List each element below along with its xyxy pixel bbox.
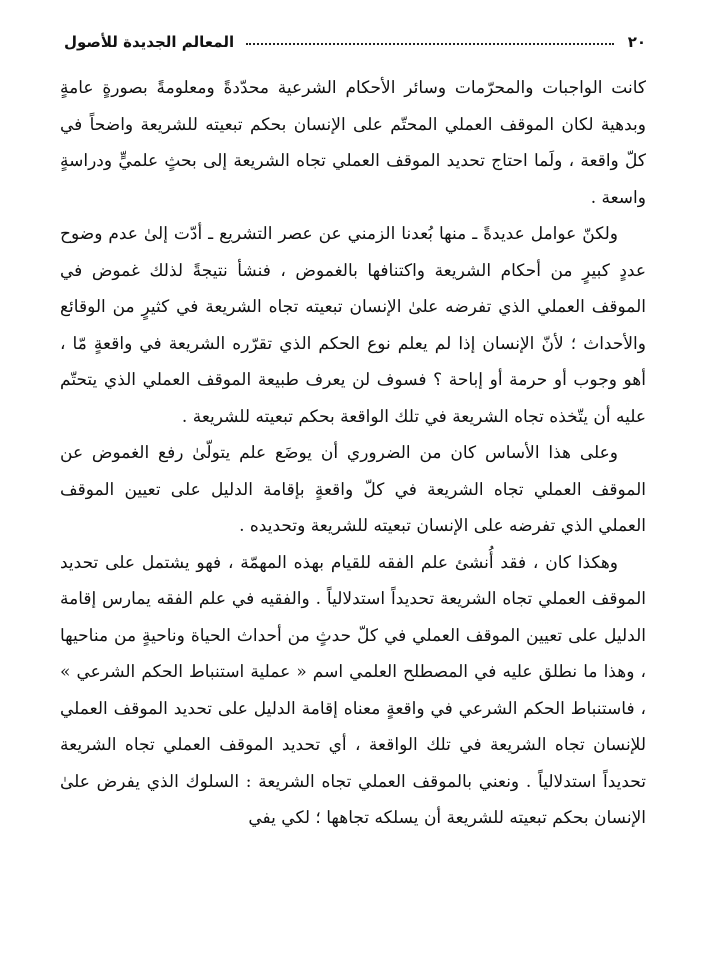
running-header [64,30,646,54]
page-number: ٢٠ [627,33,646,51]
running-title: المعالم الجديدة للأصول [64,33,235,51]
paragraph-3: وعلى هذا الأساس كان من الضروري أن يوضَع علم يتولّىٰ رفع الغموض عن الموقف العملي تجاه الشريعة في كلّ واقعةٍ بإقامة الدليل على تعيين الموقف العملي الذي تفرضه على الإنسان تبعيته للشريعة وتحديده . [60,443,646,536]
paragraph-4: وهكذا كان ، فقد أُنشئ علم الفقه للقيام بهذه المهمّة ، فهو يشتمل على تحديد الموقف العملي تجاه الشريعة تحديداً استدلالياً . والفقيه في علم الفقه يمارس إقامة الدليل على تعيين الموقف العملي في كلّ حدثٍ من أحداث الحياة وناحيةٍ من مناحيها ، وهذا ما نطلق عليه في المصطلح العلمي اسم « عملية استنباط الحكم الشرعي » ، فاستنباط الحكم الشرعي في واقعةٍ معناه إقامة الدليل على تحديد الموقف العملي للإنسان تجاه الشريعة في تلك الواقعة ، أي تحديد الموقف العملي تجاه الشريعة تحديداً استدلالياً . ونعني بالموقف العملي تجاه الشريعة : السلوك الذي يفرض علىٰ الإنسان بحكم تبعيته للشريعة أن يسلكه تجاهها ؛ لكي يفي [60,552,646,828]
leader-dots [246,33,614,45]
paragraph-2: ولكنّ عوامل عديدةً ـ منها بُعدنا الزمني عن عصر التشريع ـ أدّت إلىٰ عدم وضوح عددٍ كبيرٍ من أحكام الشريعة واكتنافها بالغموض ، فنشأ نتيجةً لذلك غموض في الموقف العملي الذي تفرضه علىٰ الإنسان تبعيته تجاه الشريعة في كثيرٍ من الوقائع والأحداث ؛ لأنّ الإنسان إذا لم يعلم نوع الحكم الذي تقرّره الشريعة في واقعةٍ مّا ، أهو وجوب أو حرمة أو إباحة ؟ فسوف لن يعرف طبيعة الموقف العملي الذي يتحتّم عليه أن يتّخذه تجاه الشريعة في تلك الواقعة بحكم تبعيته للشريعة . [60,224,646,427]
page-body [60,70,646,978]
paragraph-1: كانت الواجبات والمحرّمات وسائر الأحكام الشرعية محدّدةً ومعلومةً بصورةٍ عامةٍ وبدهية لكان الموقف العملي المحتّم على الإنسان بحكم تبعيته للشريعة واضحاً في كلّ واقعة ، ولَما احتاج تحديد الموقف العملي تجاه الشريعة إلى بحثٍ علميٍّ ودراسةٍ واسعة . [60,78,646,208]
